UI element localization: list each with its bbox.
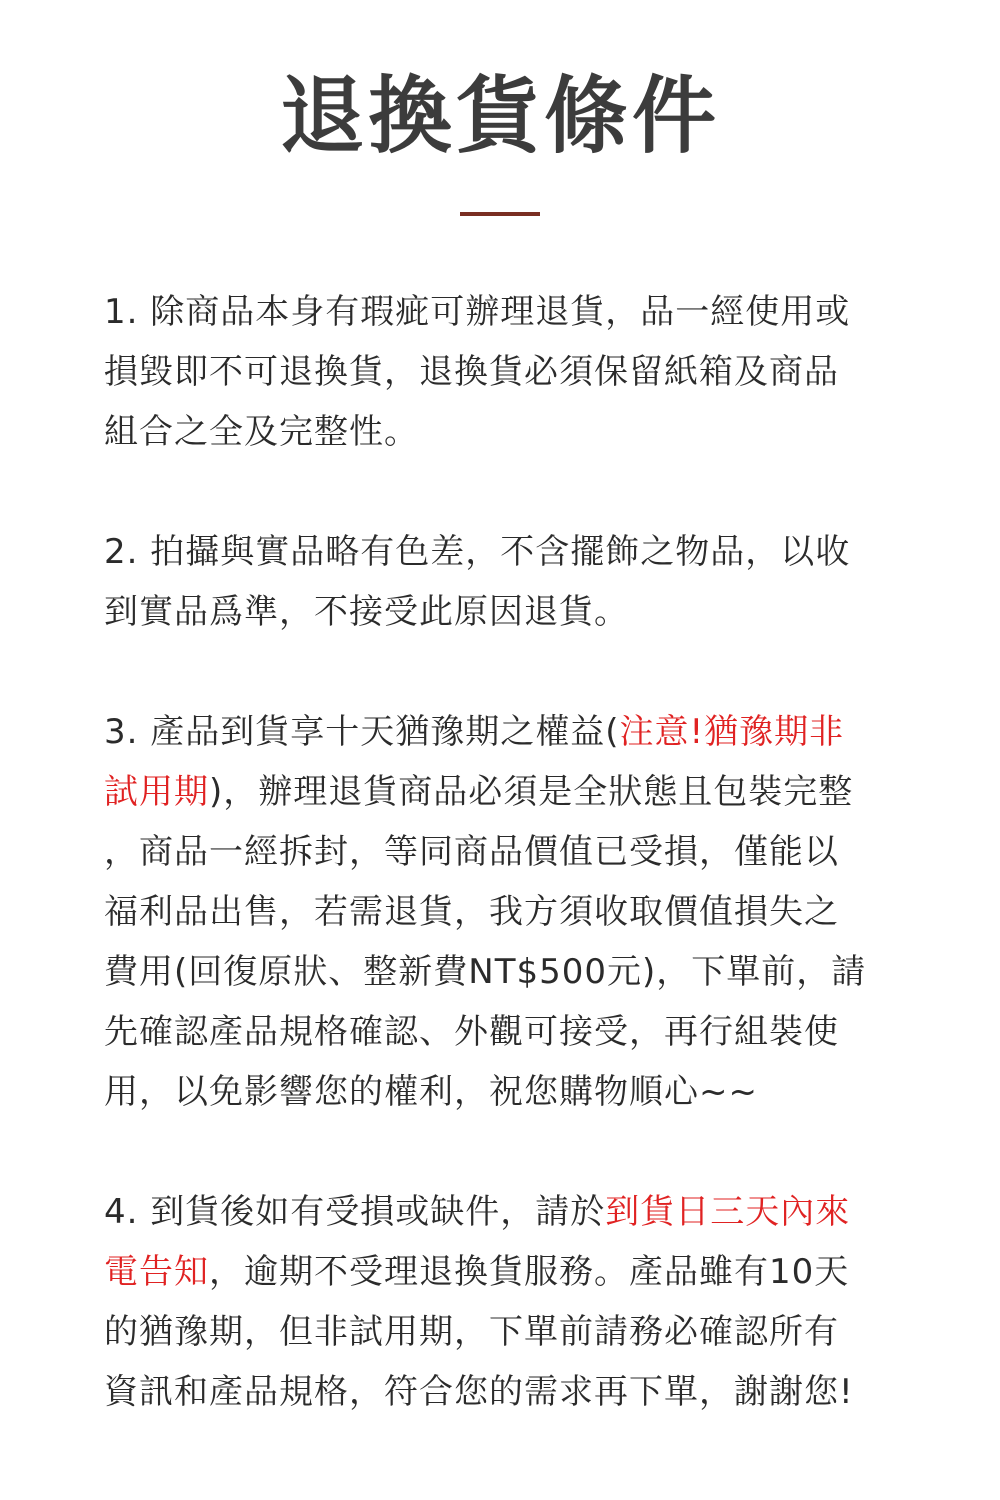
clause-line xyxy=(104,762,904,822)
clause-text: 用，以免影響您的權利，祝您購物順心~~ xyxy=(104,1072,758,1112)
clause-4 xyxy=(104,1182,904,1422)
clause-line xyxy=(104,522,904,582)
clause-line xyxy=(104,402,904,462)
clause-3 xyxy=(104,702,904,1122)
clause-2 xyxy=(104,522,904,642)
clause-text: 的猶豫期，但非試用期，下單前請務必確認所有 xyxy=(104,1312,839,1352)
clause-line xyxy=(104,1002,904,1062)
clause-line xyxy=(104,582,904,642)
highlight-text: 注意!猶豫期非 xyxy=(619,712,845,752)
clause-line xyxy=(104,882,904,942)
clause-line xyxy=(104,1362,904,1422)
clause-text: 2. 拍攝與實品略有色差，不含擺飾之物品，以收 xyxy=(104,532,851,572)
clause-line xyxy=(104,942,904,1002)
title-divider xyxy=(460,212,540,216)
clause-text: ，商品一經拆封，等同商品價值已受損，僅能以 xyxy=(104,832,839,872)
clause-1 xyxy=(104,282,904,462)
page-title: 退換貨條件 xyxy=(279,67,720,165)
return-policy-clauses xyxy=(104,282,904,1422)
highlight-text: 電告知 xyxy=(104,1252,209,1292)
highlight-text: 到貨日三天內來 xyxy=(605,1192,851,1232)
clause-text: )，辦理退貨商品必須是全狀態且包裝完整 xyxy=(209,772,854,812)
clause-text: 3. 產品到貨享十天猶豫期之權益( xyxy=(104,712,620,752)
clause-line xyxy=(104,1182,904,1242)
clause-text: 損毀即不可退換貨，退換貨必須保留紙箱及商品 xyxy=(104,352,839,392)
clause-line xyxy=(104,342,904,402)
clause-line xyxy=(104,282,904,342)
clause-text: 到實品爲準，不接受此原因退貨。 xyxy=(104,592,629,632)
clause-line xyxy=(104,822,904,882)
clause-text: 資訊和產品規格，符合您的需求再下單，謝謝您! xyxy=(104,1372,854,1412)
highlight-text: 試用期 xyxy=(104,772,209,812)
clause-line xyxy=(104,1242,904,1302)
clause-text: 費用(回復原狀、整新費NT$500元)，下單前，請 xyxy=(104,952,867,992)
clause-text: 福利品出售，若需退貨，我方須收取價值損失之 xyxy=(104,892,839,932)
clause-text: 先確認產品規格確認、外觀可接受，再行組裝使 xyxy=(104,1012,839,1052)
clause-line xyxy=(104,1062,904,1122)
clause-text: ，逾期不受理退換貨服務。產品雖有10天 xyxy=(209,1252,850,1292)
clause-line xyxy=(104,1302,904,1362)
clause-text: 1. 除商品本身有瑕疵可辦理退貨，品一經使用或 xyxy=(104,292,851,332)
clause-line xyxy=(104,702,904,762)
clause-text: 組合之全及完整性。 xyxy=(104,412,419,452)
clause-text: 4. 到貨後如有受損或缺件，請於 xyxy=(104,1192,606,1232)
